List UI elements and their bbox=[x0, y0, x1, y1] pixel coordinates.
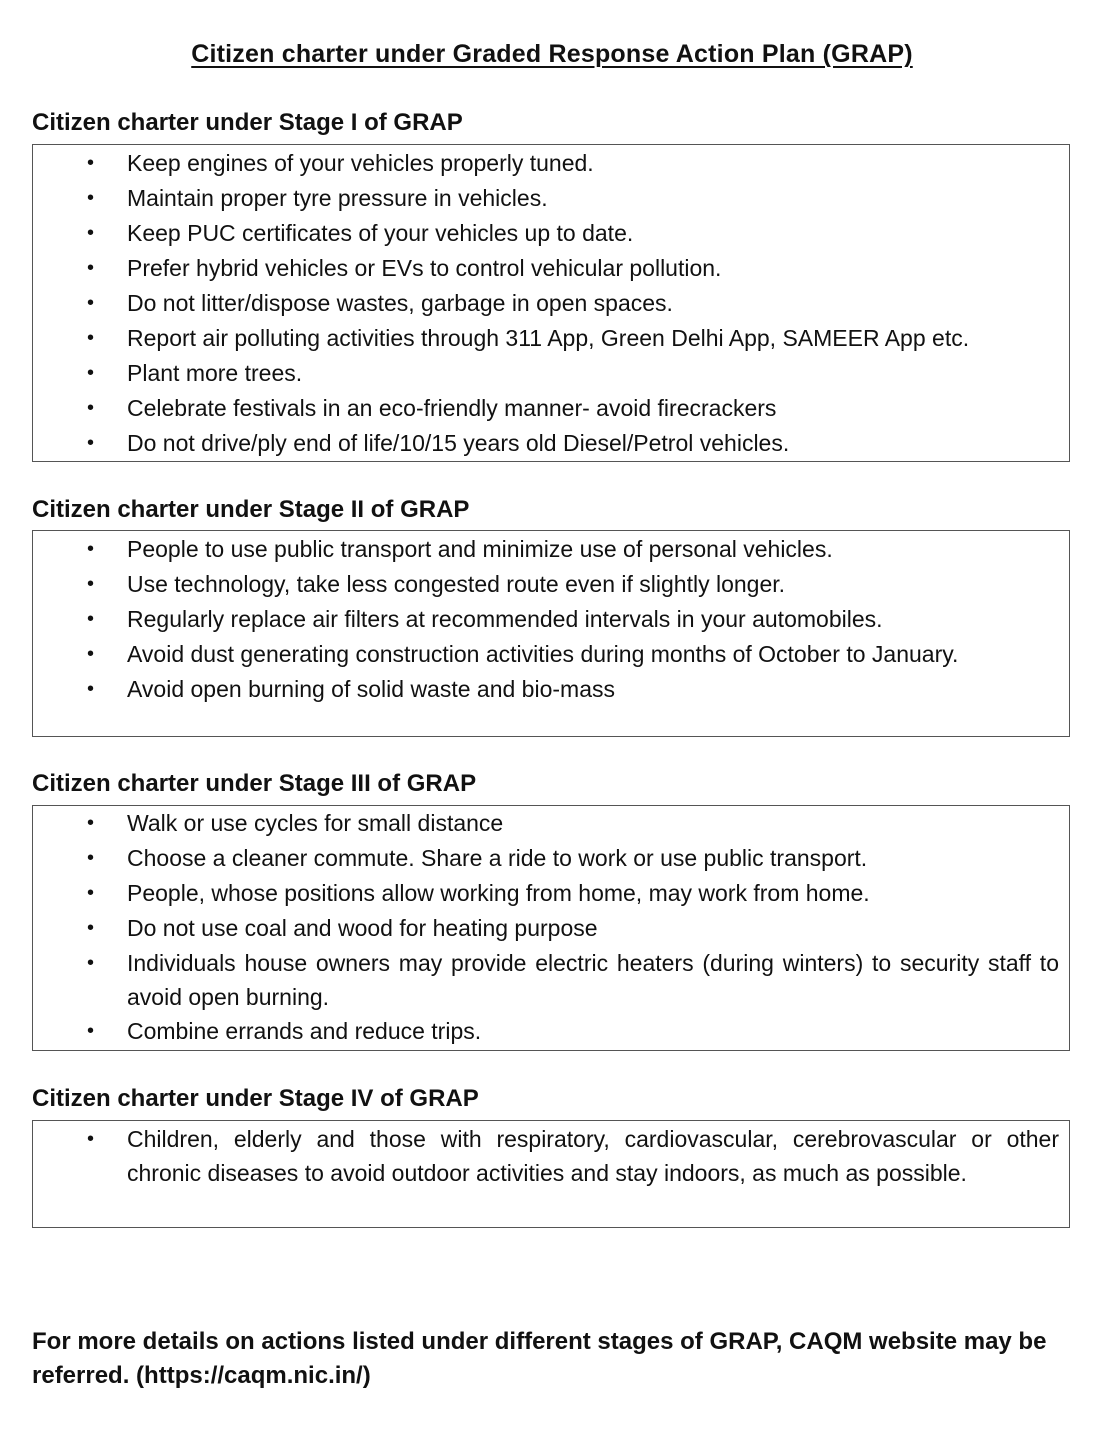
list-item-text: People, whose positions allow working from home, may work from home. bbox=[127, 880, 870, 906]
list-item bbox=[33, 532, 1069, 567]
list-item bbox=[33, 946, 1069, 1014]
list-item-text: Combine errands and reduce trips. bbox=[127, 1018, 482, 1044]
list-item bbox=[33, 911, 1069, 946]
bullet-icon: • bbox=[87, 812, 95, 834]
list-item bbox=[33, 216, 1069, 251]
list-item bbox=[33, 1014, 1069, 1049]
bullet-icon: • bbox=[87, 882, 95, 904]
list-item-text: Do not litter/dispose wastes, garbage in open spaces. bbox=[127, 290, 673, 316]
list-item-text: Choose a cleaner commute. Share a ride to work or use public transport. bbox=[127, 845, 868, 871]
stage-3-list bbox=[33, 806, 1069, 1049]
list-item bbox=[33, 637, 1069, 672]
stage-4-list bbox=[33, 1122, 1069, 1190]
bullet-icon: • bbox=[87, 538, 95, 560]
bullet-icon: • bbox=[87, 432, 95, 454]
list-item-text: Keep PUC certificates of your vehicles up to date. bbox=[127, 220, 634, 246]
list-item-text: Walk or use cycles for small distance bbox=[127, 810, 504, 836]
bullet-icon: • bbox=[87, 608, 95, 630]
list-item bbox=[33, 286, 1069, 321]
bullet-icon: • bbox=[87, 152, 95, 174]
list-item bbox=[33, 672, 1069, 707]
list-item bbox=[33, 876, 1069, 911]
stage-4-heading: Citizen charter under Stage IV of GRAP bbox=[32, 1085, 479, 1112]
bullet-icon: • bbox=[87, 257, 95, 279]
list-item-text: Individuals house owners may provide electric heaters (during winters) to security staff to avoid open burning. bbox=[127, 950, 1059, 1010]
stage-1-list bbox=[33, 146, 1069, 461]
list-item-text: Do not drive/ply end of life/10/15 years old Diesel/Petrol vehicles. bbox=[127, 430, 790, 456]
stage-1-heading: Citizen charter under Stage I of GRAP bbox=[32, 109, 463, 136]
list-item-text: Avoid open burning of solid waste and bio-mass bbox=[127, 676, 615, 702]
list-item-text: Report air polluting activities through 311 App, Green Delhi App, SAMEER App etc. bbox=[127, 325, 970, 351]
bullet-icon: • bbox=[87, 362, 95, 384]
bullet-icon: • bbox=[87, 397, 95, 419]
bullet-icon: • bbox=[87, 1128, 95, 1150]
bullet-icon: • bbox=[87, 643, 95, 665]
bullet-icon: • bbox=[87, 292, 95, 314]
list-item-text: Celebrate festivals in an eco-friendly manner- avoid firecrackers bbox=[127, 395, 777, 421]
list-item-text: Use technology, take less congested route even if slightly longer. bbox=[127, 571, 786, 597]
list-item bbox=[33, 806, 1069, 841]
stage-2-heading: Citizen charter under Stage II of GRAP bbox=[32, 496, 470, 523]
stage-3-box bbox=[32, 805, 1070, 1051]
stage-4-box bbox=[32, 1120, 1070, 1228]
list-item bbox=[33, 1122, 1069, 1190]
stage-2-box bbox=[32, 530, 1070, 737]
list-item bbox=[33, 391, 1069, 426]
stage-1-box bbox=[32, 144, 1070, 462]
bullet-icon: • bbox=[87, 327, 95, 349]
bullet-icon: • bbox=[87, 847, 95, 869]
bullet-icon: • bbox=[87, 1020, 95, 1042]
list-item-text: Children, elderly and those with respiratory, cardiovascular, cerebrovascular or other chronic diseases to avoid outdoor activities and stay indoors, as much as possible. bbox=[127, 1126, 1059, 1186]
stage-3-heading: Citizen charter under Stage III of GRAP bbox=[32, 770, 477, 797]
list-item bbox=[33, 321, 1069, 356]
list-item bbox=[33, 567, 1069, 602]
bullet-icon: • bbox=[87, 222, 95, 244]
list-item-text: Plant more trees. bbox=[127, 360, 303, 386]
bullet-icon: • bbox=[87, 678, 95, 700]
list-item-text: Maintain proper tyre pressure in vehicles. bbox=[127, 185, 548, 211]
stage-2-list bbox=[33, 532, 1069, 707]
footer-note: For more details on actions listed under different stages of GRAP, CAQM website may be referred. (https://caqm.nic.in/) bbox=[32, 1328, 1047, 1389]
list-item-text: Prefer hybrid vehicles or EVs to control vehicular pollution. bbox=[127, 255, 722, 281]
list-item-text: People to use public transport and minimize use of personal vehicles. bbox=[127, 536, 833, 562]
bullet-icon: • bbox=[87, 917, 95, 939]
bullet-icon: • bbox=[87, 573, 95, 595]
list-item bbox=[33, 356, 1069, 391]
page-title: Citizen charter under Graded Response Action Plan (GRAP) bbox=[191, 40, 913, 68]
list-item-text: Avoid dust generating construction activities during months of October to January. bbox=[127, 641, 959, 667]
list-item-text: Keep engines of your vehicles properly tuned. bbox=[127, 150, 594, 176]
bullet-icon: • bbox=[87, 952, 95, 974]
list-item bbox=[33, 146, 1069, 181]
list-item-text: Regularly replace air filters at recommended intervals in your automobiles. bbox=[127, 606, 883, 632]
bullet-icon: • bbox=[87, 187, 95, 209]
list-item bbox=[33, 426, 1069, 461]
list-item bbox=[33, 181, 1069, 216]
list-item bbox=[33, 841, 1069, 876]
list-item bbox=[33, 251, 1069, 286]
list-item bbox=[33, 602, 1069, 637]
list-item-text: Do not use coal and wood for heating purpose bbox=[127, 915, 598, 941]
